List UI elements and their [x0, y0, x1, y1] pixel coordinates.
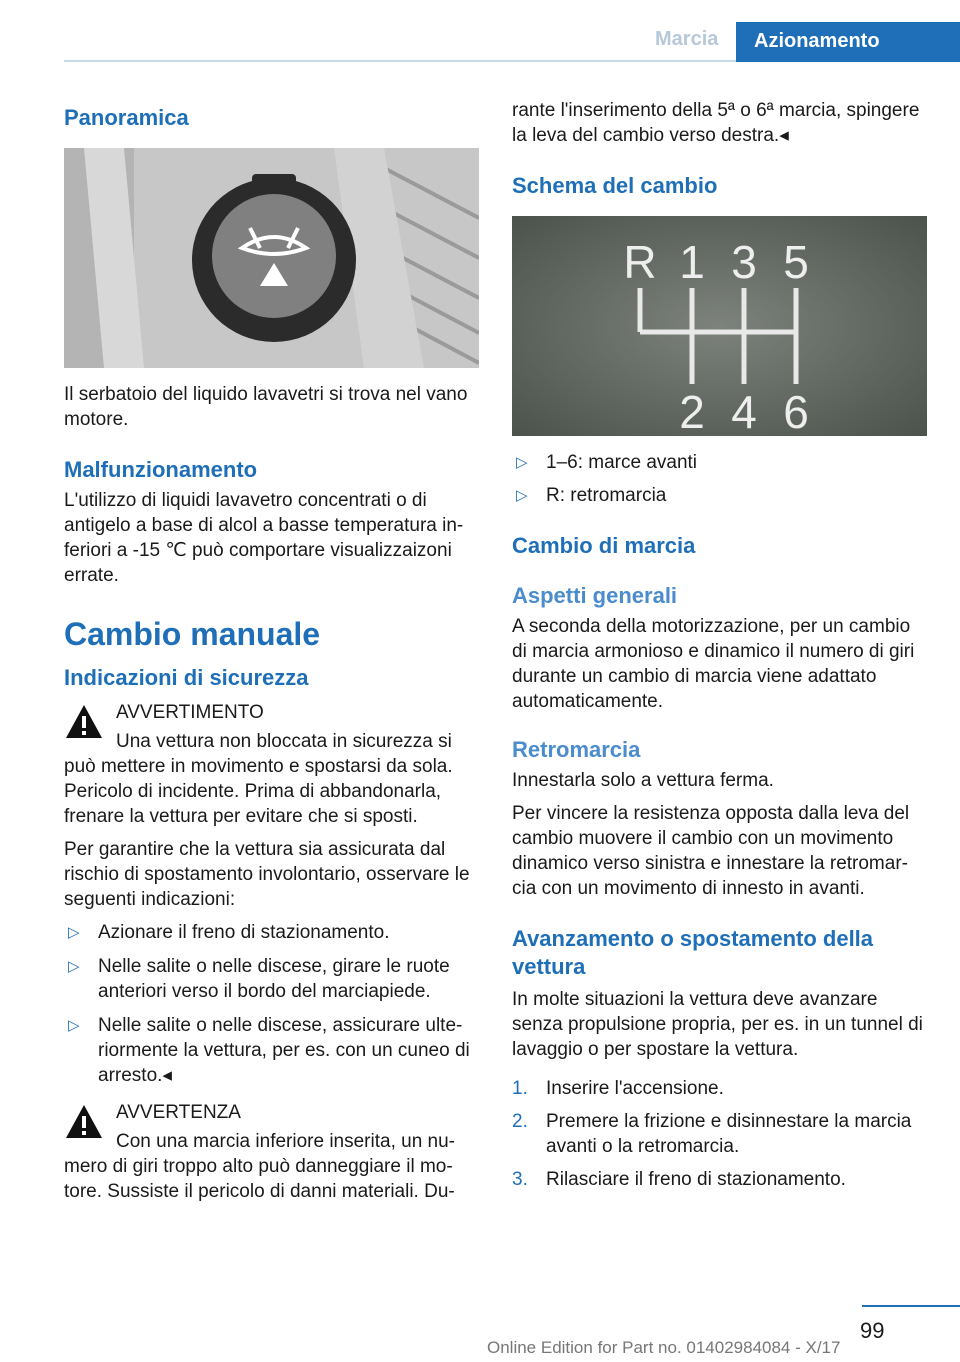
warning-block-1: [64, 700, 479, 725]
gear-shift-diagram: [512, 216, 927, 436]
heading-retromarcia: Retromarcia: [512, 737, 641, 762]
panoramica-text: Il serbatoio del liquido lavavetri si trova nel vano motore.: [64, 384, 468, 430]
safety-list: [64, 920, 479, 1088]
avanzamento-text: In molte situazioni la vettura deve avanzare senza propulsione propria, per es. in un tunnel di lavaggio o per spostare la vettura.: [512, 989, 923, 1060]
warning-block-2: [64, 1100, 479, 1125]
step-text: Premere la frizione e disinnestare la marcia avanti o la retromarcia.: [546, 1111, 912, 1157]
continued-text: rante l'inserimento della 5ª o 6ª marcia, spingere la leva del cambio verso destra.◂: [512, 100, 920, 146]
gear-list: [512, 450, 927, 508]
footer-rule: [862, 1305, 960, 1307]
heading-cambio-manuale: Cambio manuale: [64, 616, 321, 652]
heading-schema: Schema del cambio: [512, 173, 718, 198]
list-item-text: Azionare il freno di stazionamento.: [98, 922, 390, 943]
warning-1-text: Una vettura non bloccata in sicurezza si può mettere in movimento e spostarsi da sola. Pericolo di incidente. Prima di abbandonarla, frenare la vettura per evitare che si sposti.: [64, 731, 453, 827]
gear-label-1: 1: [679, 236, 705, 288]
tab-azionamento[interactable]: Azionamento: [736, 22, 960, 62]
triangle-bullet-icon: ▷: [68, 958, 80, 975]
triangle-bullet-icon: ▷: [516, 487, 528, 504]
malfunzionamento-text: L'utilizzo di liquidi lavavetro concentrati o di antigelo a base di alcol a basse temperatura in-feriori a -15 ℃ può comportare visualizzaizoni errate.: [64, 490, 464, 586]
gear-label-5: 5: [783, 236, 809, 288]
list-item: [512, 1167, 927, 1192]
tab-marcia[interactable]: Marcia: [655, 28, 719, 50]
gear-label-2: 2: [679, 386, 705, 436]
list-item-text: Nelle salite o nelle discese, assicurare ulte-riormente la vettura, per es. con un cuneo di arresto.◂: [98, 1015, 470, 1086]
step-number: 1.: [512, 1078, 528, 1099]
step-number: 3.: [512, 1169, 528, 1190]
list-item: [64, 1013, 479, 1088]
heading-panoramica: Panoramica: [64, 105, 189, 130]
gear-label-4: 4: [731, 386, 757, 436]
retromarcia-text-2: Per vincere la resistenza opposta dalla leva del cambio muovere il cambio con un movimento dinamico verso sinistra e innestare la retromar-cia con un movimento di innesto in avanti.: [512, 803, 910, 899]
gear-label-r: R: [623, 236, 657, 288]
gear-label-3: 3: [731, 236, 757, 288]
list-item: [512, 450, 927, 475]
gear-label-6: 6: [783, 386, 809, 436]
heading-aspetti: Aspetti generali: [512, 583, 678, 608]
list-item-text: Nelle salite o nelle discese, girare le ruote anteriori verso il bordo del marciapiede.: [98, 956, 450, 1002]
page-number: 99: [860, 1318, 885, 1343]
warning-triangle-icon: [64, 1102, 104, 1142]
aspetti-text: A seconda della motorizzazione, per un cambio di marcia armonioso e dinamico il numero di giri durante un cambio di marcia viene adattato automaticamente.: [512, 616, 915, 712]
heading-cambio-marcia: Cambio di marcia: [512, 533, 696, 558]
heading-sicurezza: Indicazioni di sicurezza: [64, 665, 309, 690]
warning-1-text2: Per garantire che la vettura sia assicurata dal rischio di spostamento involontario, osservare le seguenti indicazioni:: [64, 839, 470, 910]
list-item: [64, 920, 479, 945]
edition-footer: Online Edition for Part no. 01402984084 - X/17: [487, 1338, 841, 1357]
triangle-bullet-icon: ▷: [68, 1017, 80, 1034]
step-number: 2.: [512, 1111, 528, 1132]
heading-avanzamento: Avanzamento o spostamento della vettura: [512, 926, 874, 979]
retromarcia-text-1: Innestarla solo a vettura ferma.: [512, 770, 774, 791]
list-item: [512, 1109, 927, 1159]
triangle-bullet-icon: ▷: [516, 454, 528, 471]
warning-2-text: Con una marcia inferiore inserita, un nu-mero di giri troppo alto può danneggiare il mo-tore. Sussiste il pericolo di danni materiali. Du-: [64, 1131, 456, 1202]
step-text: Rilasciare il freno di stazionamento.: [546, 1169, 846, 1190]
triangle-bullet-icon: ▷: [68, 924, 80, 941]
left-column: [64, 100, 479, 1204]
list-item: [64, 954, 479, 1004]
steps-list: [512, 1076, 927, 1192]
step-text: Inserire l'accensione.: [546, 1078, 724, 1099]
list-item-text: 1–6: marce avanti: [546, 452, 698, 473]
heading-malfunzionamento: Malfunzionamento: [64, 457, 258, 482]
warning-triangle-icon: [64, 702, 104, 742]
warning-2-title: AVVERTENZA: [116, 1102, 241, 1123]
list-item-text: R: retromarcia: [546, 485, 667, 506]
list-item: [512, 483, 927, 508]
warning-1-title: AVVERTIMENTO: [116, 702, 264, 723]
list-item: [512, 1076, 927, 1101]
washer-reservoir-photo: [64, 148, 479, 368]
right-column: [512, 100, 927, 1192]
